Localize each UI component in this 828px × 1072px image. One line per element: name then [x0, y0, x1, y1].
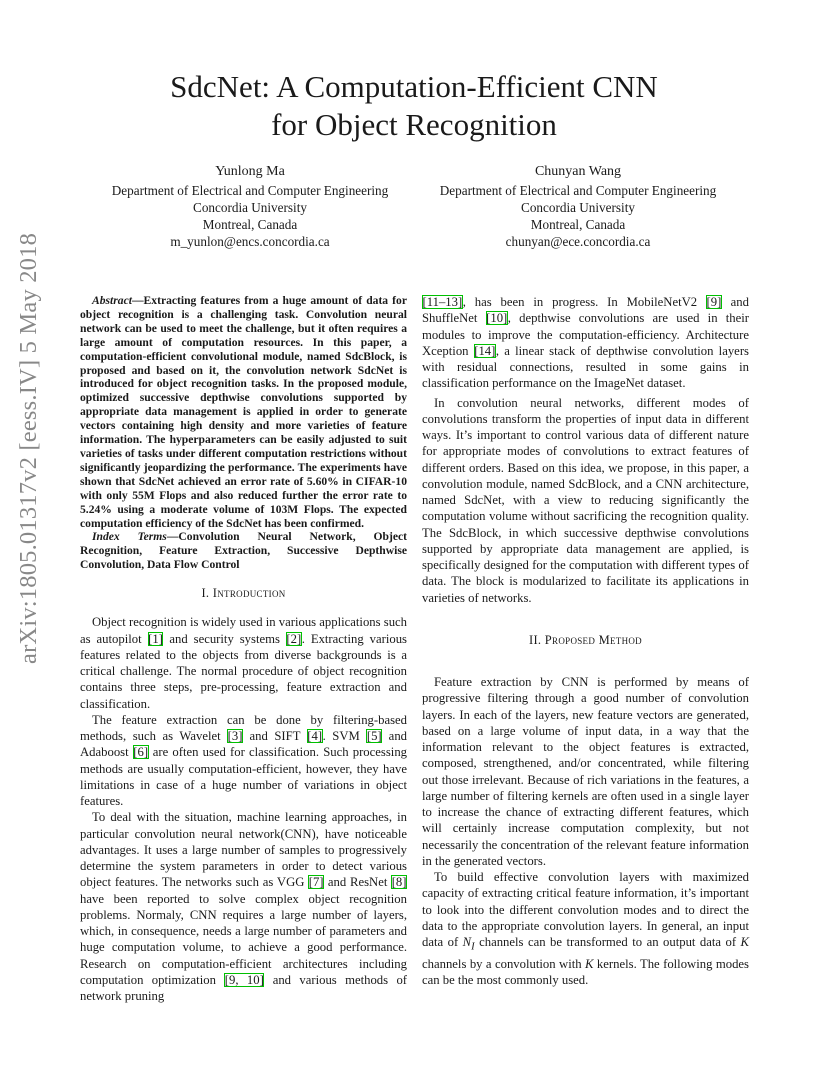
- paper-title: [0, 68, 828, 144]
- citation-link[interactable]: [3]: [227, 729, 243, 744]
- text-run: kernels. The following modes can be the most commonly used.: [422, 956, 749, 988]
- intro-paragraph-2: [80, 712, 407, 810]
- citation-link[interactable]: [14]: [474, 343, 496, 358]
- citation-link[interactable]: [9]: [706, 295, 722, 309]
- abstract-text: —Extracting features from a huge amount of data for object recognition is a challenging task. Convolution neural network can be used to meet the challenge, but it often requires a large amount of computation resources. In this paper, a computation-efficient convolutional module, named SdcBlock, is proposed and based on it, the convolution network SdcNet is introduced for object recognition tasks. In the proposed module, optimized successive depthwise convolutions supported by appropriate data management is applied in order to generate vectors containing high density and more varieties of feature information. The hyperparameters can be easily adjusted to suit varieties of tasks under different computation restrictions without significantly jeopardizing the performance. The experiments have shown that SdcNet achieved an error rate of 5.60% in CIFAR-10 with only 55M Flops and also reduced further the error rate to 5.24% using a moderate volume of 103M Flops. The expected computation efficiency of the SdcNet has been confirmed.: [80, 294, 407, 530]
- citation-link[interactable]: [7]: [308, 875, 324, 890]
- citation-link[interactable]: [8]: [391, 875, 407, 890]
- text-run: channels can be transformed to an output data of: [474, 935, 741, 949]
- text-run: . SVM: [322, 729, 367, 744]
- author-dept: Department of Electrical and Computer Engineering: [439, 183, 717, 198]
- text-run: The feature extraction can be done by filtering-based methods, such as Wavelet: [80, 712, 407, 744]
- text-run: and security systems: [163, 631, 286, 646]
- math-n: N: [462, 935, 472, 949]
- text-run: and various methods of network pruning: [80, 972, 408, 1004]
- citation-link[interactable]: [9, 10]: [224, 972, 264, 987]
- text-run: , a linear stack of depthwise convolution layers with residual connections, resulted in some gains in classification performance on the ImageNet dataset.: [422, 343, 749, 391]
- text-run: and ResNet: [324, 875, 392, 890]
- text-run: , depthwise convolutions are used in their modules to improve the computation-efficiency. Architecture Xception: [422, 311, 749, 358]
- text-run: and SIFT: [242, 729, 307, 744]
- arxiv-identifier: arXiv:1805.01317v2 [eess.IV] 5 May 2018: [15, 232, 42, 664]
- index-terms-label: Index Terms: [92, 530, 167, 544]
- section-heading-proposed-method: [422, 632, 749, 648]
- method-paragraph-2: [422, 869, 749, 988]
- title-line-1: SdcNet: A Computation-Efficient CNN: [170, 69, 658, 104]
- author-block-2: [418, 163, 738, 250]
- citation-link[interactable]: [10]: [486, 311, 508, 326]
- author-city: Montreal, Canada: [202, 217, 298, 232]
- citation-link[interactable]: [5]: [366, 729, 382, 744]
- citation-link[interactable]: [1]: [148, 631, 163, 646]
- citation-link[interactable]: [11–13]: [422, 295, 463, 309]
- text-run: and Adaboost: [80, 729, 408, 760]
- author-city: Montreal, Canada: [530, 217, 626, 232]
- author-block-1: [90, 163, 410, 250]
- text-run: To build effective convolution layers with maximized capacity of extracting critical feature information, it’s important to look into the different convolution modes and to direct the data to the appropriate convolution layers. In general, an input data of: [422, 870, 749, 949]
- author-email[interactable]: m_yunlon@encs.concordia.ca: [170, 234, 330, 249]
- citation-link[interactable]: [6]: [133, 745, 149, 760]
- section-title: Proposed Method: [544, 632, 642, 647]
- text-run: channels by a convolution with: [422, 956, 586, 971]
- text-run: have been reported to solve complex object recognition problems. Normaly, CNN requires a large number of layers, which, in consequence, needs a large number of parameters and huge computation volume, to achieve a good performance. Research on computation-efficient architectures including computation optimization: [80, 891, 407, 987]
- author-univ: Concordia University: [521, 200, 635, 215]
- method-paragraph-1: Feature extraction by CNN is performed by means of progressive filtering through a good number of convolution layers. In each of the layers, new feature vectors are generated, based on a large volume of input data, in a way that the information relevant to the object features is extracted, composed, strengthened, and/or concentrated, while filtering out those irrelevant. Because of rich variations in the features, a large number of filtering kernels are often used in a single layer to increase the chance of extracting different features, which will certainly increase computation complexity, but not necessarily the concentration of the relevant feature information in the generated vectors.: [422, 675, 749, 868]
- text-run: and ShuffleNet: [422, 295, 749, 326]
- text-run: . Extracting various features related to the objects from diverse backgrounds is a critical challenge. The normal procedure of object recognition contains three steps, pre-processing, feature extraction and classification.: [80, 631, 407, 711]
- citation-link[interactable]: [2]: [286, 631, 302, 646]
- right-column: [422, 294, 749, 988]
- index-terms-text: —Convolution Neural Network, Object Recognition, Feature Extraction, Successive Depthwise Convolution, Data Flow Control: [80, 530, 407, 572]
- text-run: To deal with the situation, machine learning approaches, in particular convolution neural network(CNN), have noticeable advantages. It uses a large number of samples to progressively determine the system parameters in order to detect various object features. The networks such as VGG: [80, 810, 407, 890]
- citation-link[interactable]: [4]: [307, 729, 323, 744]
- author-dept: Department of Electrical and Computer Engineering: [111, 183, 389, 198]
- author-email[interactable]: chunyan@ece.concordia.ca: [505, 234, 651, 249]
- section-number: II.: [529, 632, 545, 647]
- title-line-2: for Object Recognition: [271, 107, 557, 142]
- math-k: K: [740, 935, 749, 949]
- section-heading-introduction: [80, 585, 407, 601]
- section-number: I.: [201, 586, 213, 601]
- left-column: [80, 294, 407, 1004]
- intro-paragraph-1: [80, 614, 407, 712]
- abstract-label: Abstract: [92, 294, 132, 307]
- author-name: Yunlong Ma: [215, 164, 285, 179]
- abstract: [80, 294, 407, 530]
- text-run: , has been in progress. In MobileNetV2: [462, 295, 706, 309]
- intro-paragraph-4: In convolution neural networks, different modes of convolutions transform the properties of input data in different ways. It’s important to control various data of different nature for appropriate modes of convolutions to extract features of different orders. Based on this idea, we propose, in this paper, a convolution module, named SdcBlock, and a CNN architecture, named SdcNet, with a view to reducing significantly the computation volume without sacrificing the recognition quality. The SdcBlock, in which successive depthwise convolutions supported by appropriate data management are applied, is specifically designed for the computation with different types of data. The block is modularized to facilitate its applications in varieties of networks.: [422, 395, 749, 605]
- index-terms: [80, 530, 407, 572]
- math-k: K: [585, 956, 594, 971]
- math-sub-i: I: [471, 941, 475, 953]
- author-name: Chunyan Wang: [534, 164, 622, 179]
- intro-paragraph-3-cont: [422, 294, 749, 392]
- text-run: Object recognition is widely used in various applications such as autopilot: [80, 615, 408, 646]
- text-run: are often used for classification. Such processing methods are usually computation-efficient, however, they have limitations in case of a huge number of variations in object features.: [80, 745, 408, 809]
- author-univ: Concordia University: [193, 200, 307, 215]
- intro-paragraph-3: [80, 809, 407, 1004]
- section-title: Introduction: [212, 586, 286, 601]
